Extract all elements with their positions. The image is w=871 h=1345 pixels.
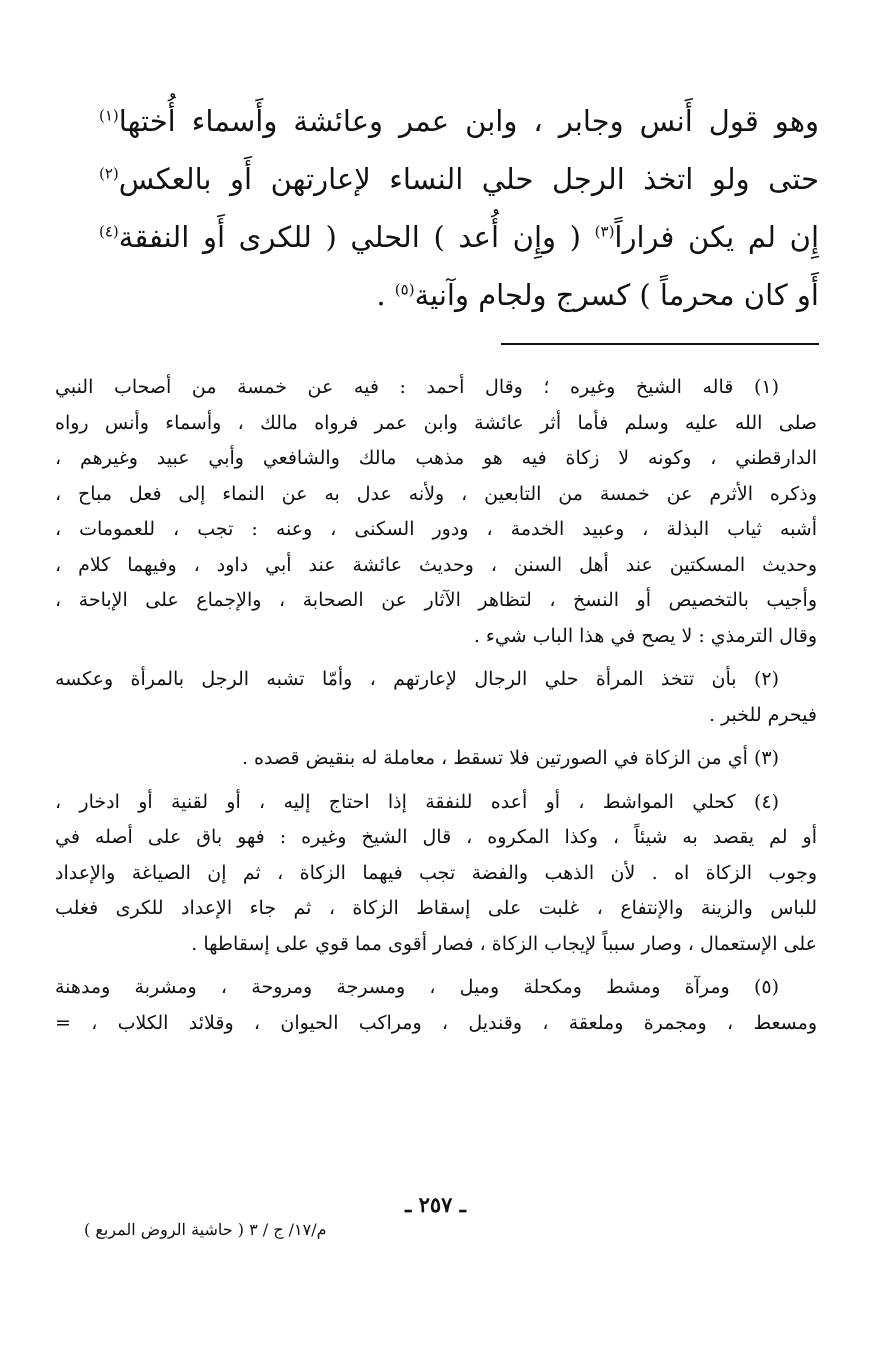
main-line-text: إِن لم يكن فراراً [614,220,820,254]
footnote-line: وذكره الأثرم عن خمسة من التابعين ، ولأنه عدل به عن النماء إلى فعل مباح ، [55,482,817,505]
footnote-line: صلى الله عليه وسلم فأما أثر عائشة وابن عمر فرواه مالك ، وأسماء وأنس رواه [55,411,817,434]
footnote-label: (٥) [753,976,779,998]
footnote-line [55,741,817,777]
footnotes [55,370,817,1049]
main-line [99,266,819,324]
footnote-label: (١) [753,376,779,398]
footnote-text: كحلي المواشط ، أو أعده للنفقة إذا احتاج إليه ، أو لقنية أو ادخار ، [55,790,736,813]
main-line-text: ( وإِن أُعد ) الحلي ( للكرى أَو النفقة [118,220,595,254]
footnote-marker: (١) [99,106,119,125]
printer-signature: م/١٧/ ج / ٣ ( حاشية الروض المربع ) [84,1220,327,1239]
main-line-text: . [376,278,395,312]
main-line-text: أَو كان محرماً ) كسرج ولجام وآنية [414,278,819,312]
footnote-3 [55,741,817,777]
footnote-marker: (٢) [99,164,119,183]
footnote-line: أو لم يقصد به شيئاً ، وكذا المكروه ، قال الشيخ وغيره : فهو باق على أصله في [55,826,817,848]
footnote-label: (٤) [753,790,780,813]
footnote-marker: (٣) [594,222,615,241]
footnote-text: قاله الشيخ وغيره ؛ وقال أحمد : فيه عن خمسة من أصحاب النبي [55,376,734,398]
footnote-line: ومسعط ، ومجمرة وملعقة ، وقنديل ، ومراكب الحيوان ، وقلائد الكلاب ، = [55,1011,817,1034]
footnote-line [55,662,817,698]
footnote-line: وجوب الزكاة اه . لأن الذهب والفضة تجب فيهما الزكاة ، ثم إن الصياغة والإعداد [55,861,817,884]
footnote-marker: (٤) [99,222,119,241]
footnote-line [55,970,817,1006]
footnote-line: أشبه ثياب البذلة ، وعبيد الخدمة ، ودور السكنى ، وعنه : تجب ، للعمومات ، [55,518,817,540]
footnote-text: ومرآة ومشط ومكحلة وميل ، ومسرجة ومروحة ، ومشربة ومدهنة [55,976,730,998]
footnote-text: بأن تتخذ المرأة حلي الرجال لإعارتهم ، وأمّا تشبه الرجل بالمرأة وعكسه [55,668,737,690]
footnote-line: وقال الترمذي : لا يصح في هذا الباب شيء . [473,624,817,647]
main-line [99,150,819,208]
footnote-2 [55,662,817,733]
footnote-label: (٢) [753,668,779,690]
main-line-text: حتى ولو اتخذ الرجل حلي النساء لإعارتهن أَو بالعكس [118,162,819,196]
footnote-line: وحديث المسكتين عند أهل السنن ، وحديث عائشة عند أبي داود ، وفيهما كلام ، [55,553,817,576]
footnote-line: وأجيب بالتخصيص أو النسخ ، لتظاهر الآثار عن الصحابة ، والإجماع على الإباحة ، [55,589,817,611]
footnote-5 [55,970,817,1041]
footnote-marker: (٥) [394,280,415,299]
footnote-line: الدارقطني ، وكونه لا زكاة فيه هو مذهب مالك والشافعي وأبي عبيد وغيرهم ، [55,447,817,469]
main-line-text: وهو قول أَنس وجابر ، وابن عمر وعائشة وأَسماء أُختها [118,104,819,138]
footnote-line [55,370,817,406]
footnote-text: أي من الزكاة في الصورتين فلا تسقط ، معاملة له بنقيض قصده . [241,747,748,769]
footnote-separator [501,343,819,345]
footnote-line: فيحرم للخبر . [708,703,817,726]
footnote-line [55,785,817,821]
footnote-label: (٣) [753,747,779,769]
footnote-line: للباس والزينة والإنتفاع ، غلبت على إسقاط الزكاة ، ثم جاء الإعداد للكرى فغلب [55,897,817,919]
main-line [99,208,819,266]
footnote-1 [55,370,817,654]
page-number: ـ ٢٥٧ ـ [405,1192,466,1217]
main-text [99,92,819,324]
main-line [99,92,819,150]
footnote-line: على الإستعمال ، وصار سبباً لإيجاب الزكاة ، فصار أقوى مما قوي على إسقاطها . [191,932,817,955]
footnote-4 [55,785,817,963]
